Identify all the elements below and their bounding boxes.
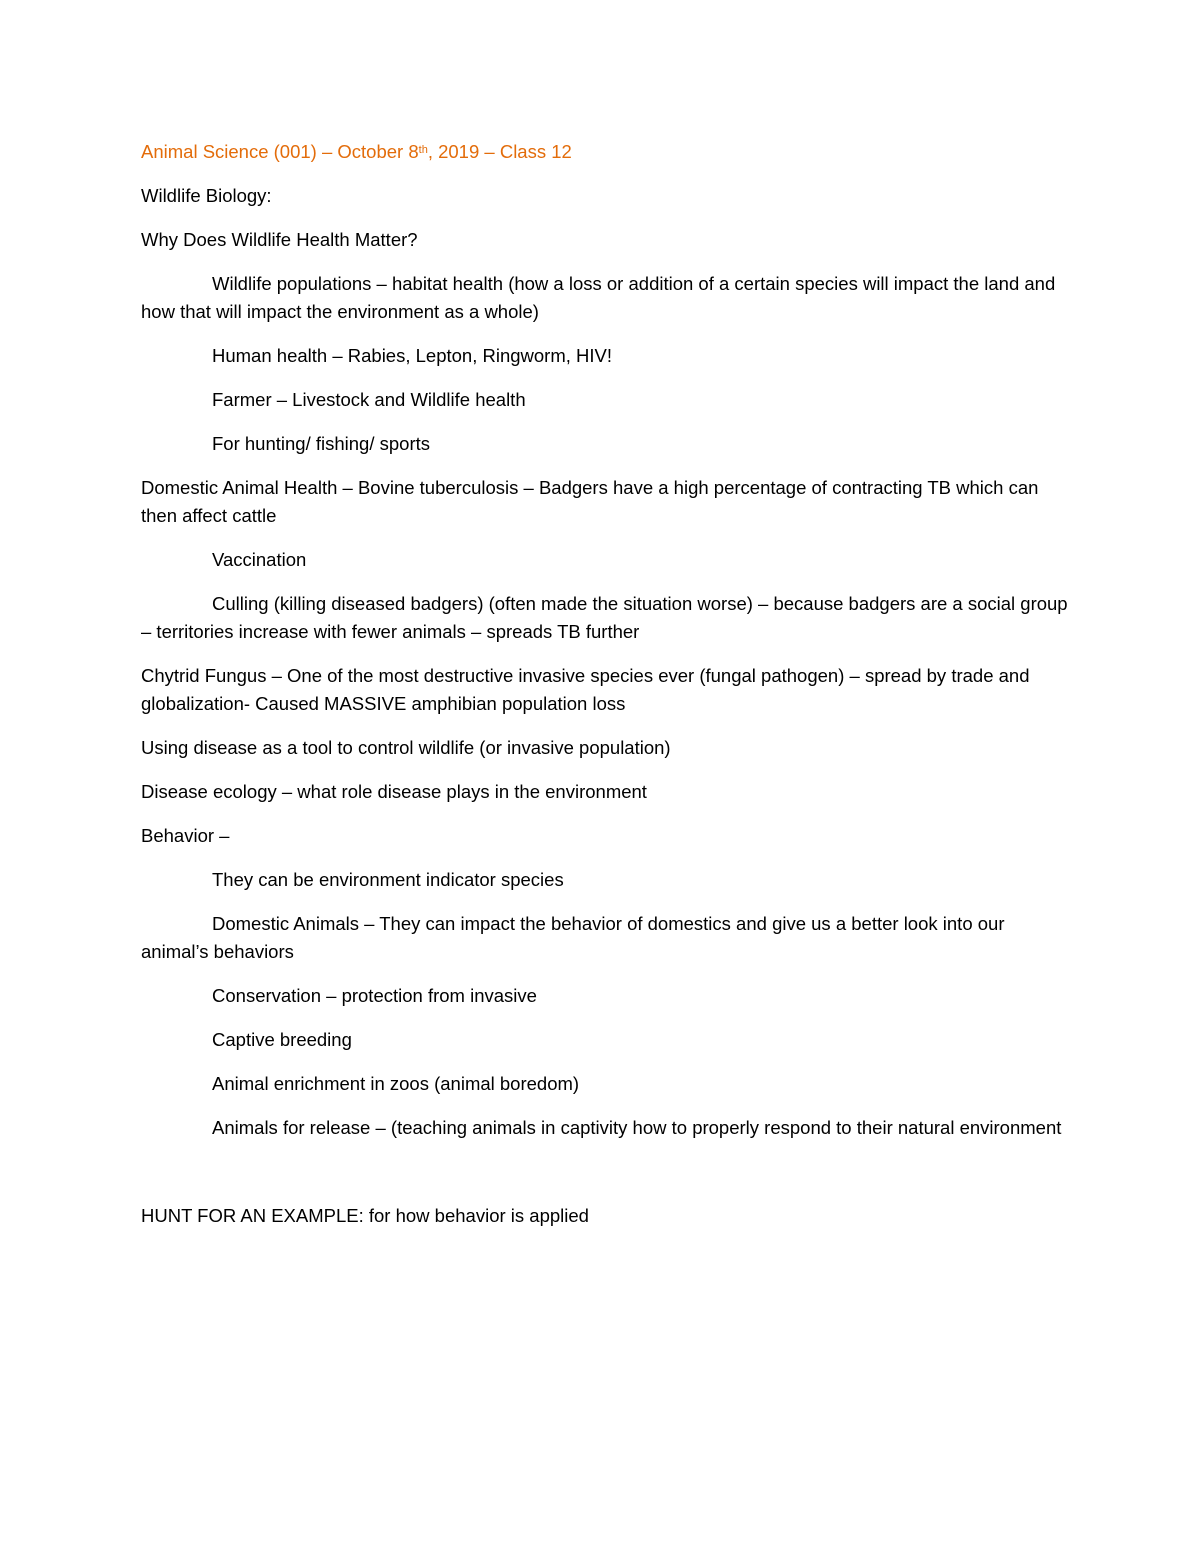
note-paragraph: They can be environment indicator species (212, 869, 564, 890)
note-paragraph: Using disease as a tool to control wildlife (or invasive population) (141, 737, 671, 758)
note-paragraph: Conservation – protection from invasive (212, 985, 537, 1006)
note-paragraph: Domestic Animals – They can impact the behavior of domestics and give us a better look into our animal’s behaviors (141, 913, 1005, 962)
note-paragraph: Behavior – (141, 825, 230, 846)
note-paragraph: Disease ecology – what role disease plays in the environment (141, 781, 647, 802)
section-heading: Wildlife Biology: (141, 185, 272, 206)
note-paragraph: Human health – Rabies, Lepton, Ringworm, HIV! (212, 345, 613, 366)
document-title (141, 138, 1071, 166)
document-page (141, 138, 1071, 1246)
closing-note: HUNT FOR AN EXAMPLE: for how behavior is applied (141, 1205, 589, 1226)
question-heading: Why Does Wildlife Health Matter? (141, 229, 418, 250)
note-paragraph: Wildlife populations – habitat health (how a loss or addition of a certain species will impact the land and how that will impact the environment as a whole) (141, 273, 1056, 322)
title-text: Animal Science (001) – October 8 (141, 141, 419, 162)
blank-line (141, 1158, 1071, 1202)
note-paragraph: Chytrid Fungus – One of the most destructive invasive species ever (fungal pathogen) – spread by trade and globalization- Caused MASSIVE amphibian population loss (141, 665, 1030, 714)
title-superscript: th (418, 144, 428, 156)
note-paragraph: Domestic Animal Health – Bovine tuberculosis – Badgers have a high percentage of contracting TB which can then affect cattle (141, 477, 1039, 526)
note-paragraph: Farmer – Livestock and Wildlife health (212, 389, 526, 410)
note-paragraph: Animals for release – (teaching animals in captivity how to properly respond to their natural environment (212, 1117, 1062, 1138)
note-paragraph: Culling (killing diseased badgers) (often made the situation worse) – because badgers are a social group – territories increase with fewer animals – spreads TB further (141, 593, 1068, 642)
note-paragraph: For hunting/ fishing/ sports (212, 433, 430, 454)
note-paragraph: Animal enrichment in zoos (animal boredom) (212, 1073, 580, 1094)
note-paragraph: Vaccination (212, 549, 307, 570)
title-text-end: , 2019 – Class 12 (427, 141, 572, 162)
note-paragraph: Captive breeding (212, 1029, 352, 1050)
